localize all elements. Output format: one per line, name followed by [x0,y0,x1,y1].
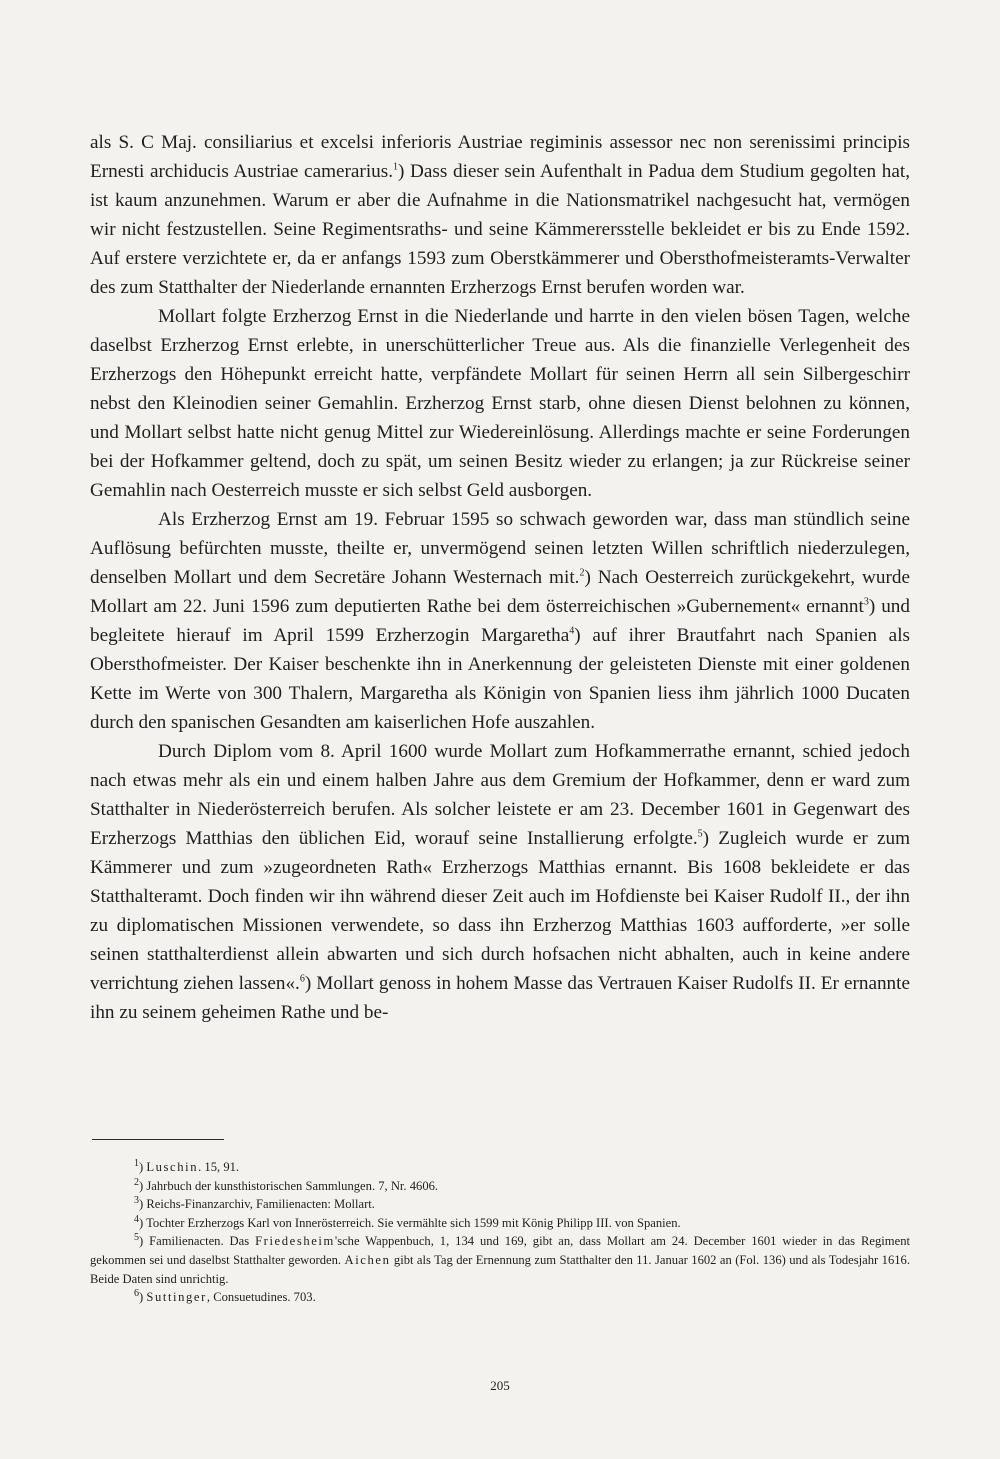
main-text [90,128,910,1027]
footnote-marker: 2 [134,1176,139,1188]
paragraph-1 [90,128,910,302]
spaced-name: Aichen [344,1252,391,1267]
paragraph-3 [90,505,910,737]
footnote-ref-2: 2 [579,567,585,579]
text-run: ) [139,1160,147,1174]
text-run: ) Familienacten. Das [139,1234,256,1249]
text-run: Mollart folgte Erzherzog Ernst in die Niederlande und harrte in den vielen bösen Tagen, welche daselbst Erzherzog Ernst erlebte, in unerschütterlicher Treue aus. Als die finanzielle Verlegenheit des Erzherzogs den Höhepunkt erreicht hatte, verpfändete Mollart für seinen Herrn all sein Silbergeschirr nebst den Kleinodien seiner Gemahlin. Erzherzog Ernst starb, ohne diesen Dienst belohnen zu können, und Mollart selbst hatte nicht genug Mittel zur Wiedereinlösung. Allerdings machte er seine Forderungen bei der Hofkammer geltend, doch zu spät, um seinen Besitz wieder zu erlangen; ja zur Rückreise seiner Gemahlin nach Oesterreich musste er sich selbst Geld ausborgen. [90,306,910,501]
spaced-author: Luschin [146,1160,199,1174]
page-number: 205 [490,1378,510,1393]
text-run: ) Reichs-Finanzarchiv, Familienacten: Mollart. [139,1197,375,1212]
footnote-ref-3: 3 [863,596,869,608]
text-run: , Consuetudines. 703. [206,1290,316,1305]
text-run: ) und begleitete hierauf im April 1599 Erzherzogin Margaretha [90,596,910,646]
footnote-3 [90,1195,910,1214]
text-run: ) Mollart genoss in hohem Masse das Vertrauen Kaiser Rudolfs II. Er ernannte ihn zu seinem geheimen Rathe und be- [90,973,910,1023]
text-run: als S. C Maj. consiliarius et excelsi inferioris Austriae regiminis assessor nec non serenissimi principis Ernesti archiducis Austriae camerarius. [90,132,910,182]
text-run: Als Erzherzog Ernst am 19. Februar 1595 so schwach geworden war, dass man stündlich seine Auflösung befürchten musste, theilte er, unvermögend seinen letzten Willen schriftlich niederzulegen, denselben Mollart und dem Secretäre Johann Westernach mit. [90,509,910,588]
text-run: 'sche Wappenbuch, 1, 134 und 169, gibt an, dass Mollart am 24. December 1601 wieder in das Regiment gekommen sei und daselbst Statthalter geworden. [90,1234,910,1267]
text-run: gibt als Tag der Ernennung zum Statthalter den 11. Januar 1602 an (Fol. 136) und als Todesjahr 1616. Beide Daten sind unrichtig. [90,1252,910,1286]
text-run: ) Dass dieser sein Aufenthalt in Padua dem Studium gegolten hat, ist kaum anzunehmen. Warum er aber die Aufnahme in die Nationsmatrikel nachgesucht hat, vermögen wir nicht festzustellen. Seine Regimentsraths- und seine Kämmerersstelle bekleidet er bis zu Ende 1592. Auf erstere verzichtete er, da er anfangs 1593 zum Oberstkämmerer und Obersthofmeisteramts-Verwalter des zum Statthalter der Niederlande ernannten Erzherzogs Ernst berufen worden war. [90,161,910,298]
footnote-1 [90,1158,910,1177]
footnote-6 [90,1288,910,1307]
text-run: ) Zugleich wurde er zum Kämmerer und zum »zugeordneten Rath« Erzherzogs Matthias ernannt. Bis 1608 bekleidete er das Statthalteramt. Doch finden wir ihn während dieser Zeit auch im Hofdienste bei Kaiser Rudolf II., der ihn zu diplomatischen Missionen verwendete, so dass ihn Erzherzog Matthias 1603 aufforderte, »er solle seinen statthalterdienst allein abwarten und sich durch hofsachen nicht abhalten, auch in keine andere verrichtung ziehen lassen«. [90,828,911,994]
footnote-marker: 4 [134,1213,139,1225]
footnotes [90,1158,910,1307]
text-run: ) Jahrbuch der kunsthistorischen Sammlungen. 7, Nr. 4606. [139,1178,439,1193]
footnote-marker: 6 [134,1287,139,1299]
footnote-4 [90,1214,910,1233]
footnote-2 [90,1177,910,1196]
spaced-name: Friedesheim [255,1234,335,1249]
footnote-ref-5: 5 [697,828,703,840]
footnote-ref-6: 6 [299,973,305,985]
text-run: ) Tochter Erzherzogs Karl von Innerösterreich. Sie vermählte sich 1599 mit König Philipp III. von Spanien. [139,1215,681,1230]
text-run: . 15, 91. [198,1160,240,1174]
footnote-marker: 1 [134,1157,139,1169]
spaced-author: Suttinger [146,1290,207,1305]
footnote-5 [90,1232,910,1288]
text-run: ) Nach Oesterreich zurückgekehrt, wurde Mollart am 22. Juni 1596 zum deputierten Rathe bei dem österreichischen »Gubernement« ernannt [90,567,910,617]
footnote-ref-1: 1 [393,161,399,173]
text-run: ) auf ihrer Brautfahrt nach Spanien als Obersthofmeister. Der Kaiser beschenkte ihn in Anerkennung der geleisteten Dienste mit einer goldenen Kette im Werte von 300 Thalern, Margaretha als Königin von Spanien liess ihm jährlich 1000 Ducaten durch den spanischen Gesandten am kaiserlichen Hofe auszahlen. [90,625,910,733]
paragraph-4 [90,737,910,1027]
paragraph-2 [90,302,910,505]
footnote-ref-4: 4 [569,625,575,637]
footnote-marker: 5 [134,1232,139,1244]
text-run: ) [139,1290,147,1305]
footnote-separator [92,1139,224,1140]
text-run: Durch Diplom vom 8. April 1600 wurde Mollart zum Hofkammerrathe ernannt, schied jedoch nach etwas mehr als ein und einem halben Jahre aus dem Gremium der Hofkammer, denn er ward zum Statthalter in Niederösterreich berufen. Als solcher leistete er am 23. December 1601 in Gegenwart des Erzherzogs Matthias den üblichen Eid, worauf seine Installierung erfolgte. [90,741,910,849]
footnote-marker: 3 [134,1195,139,1206]
